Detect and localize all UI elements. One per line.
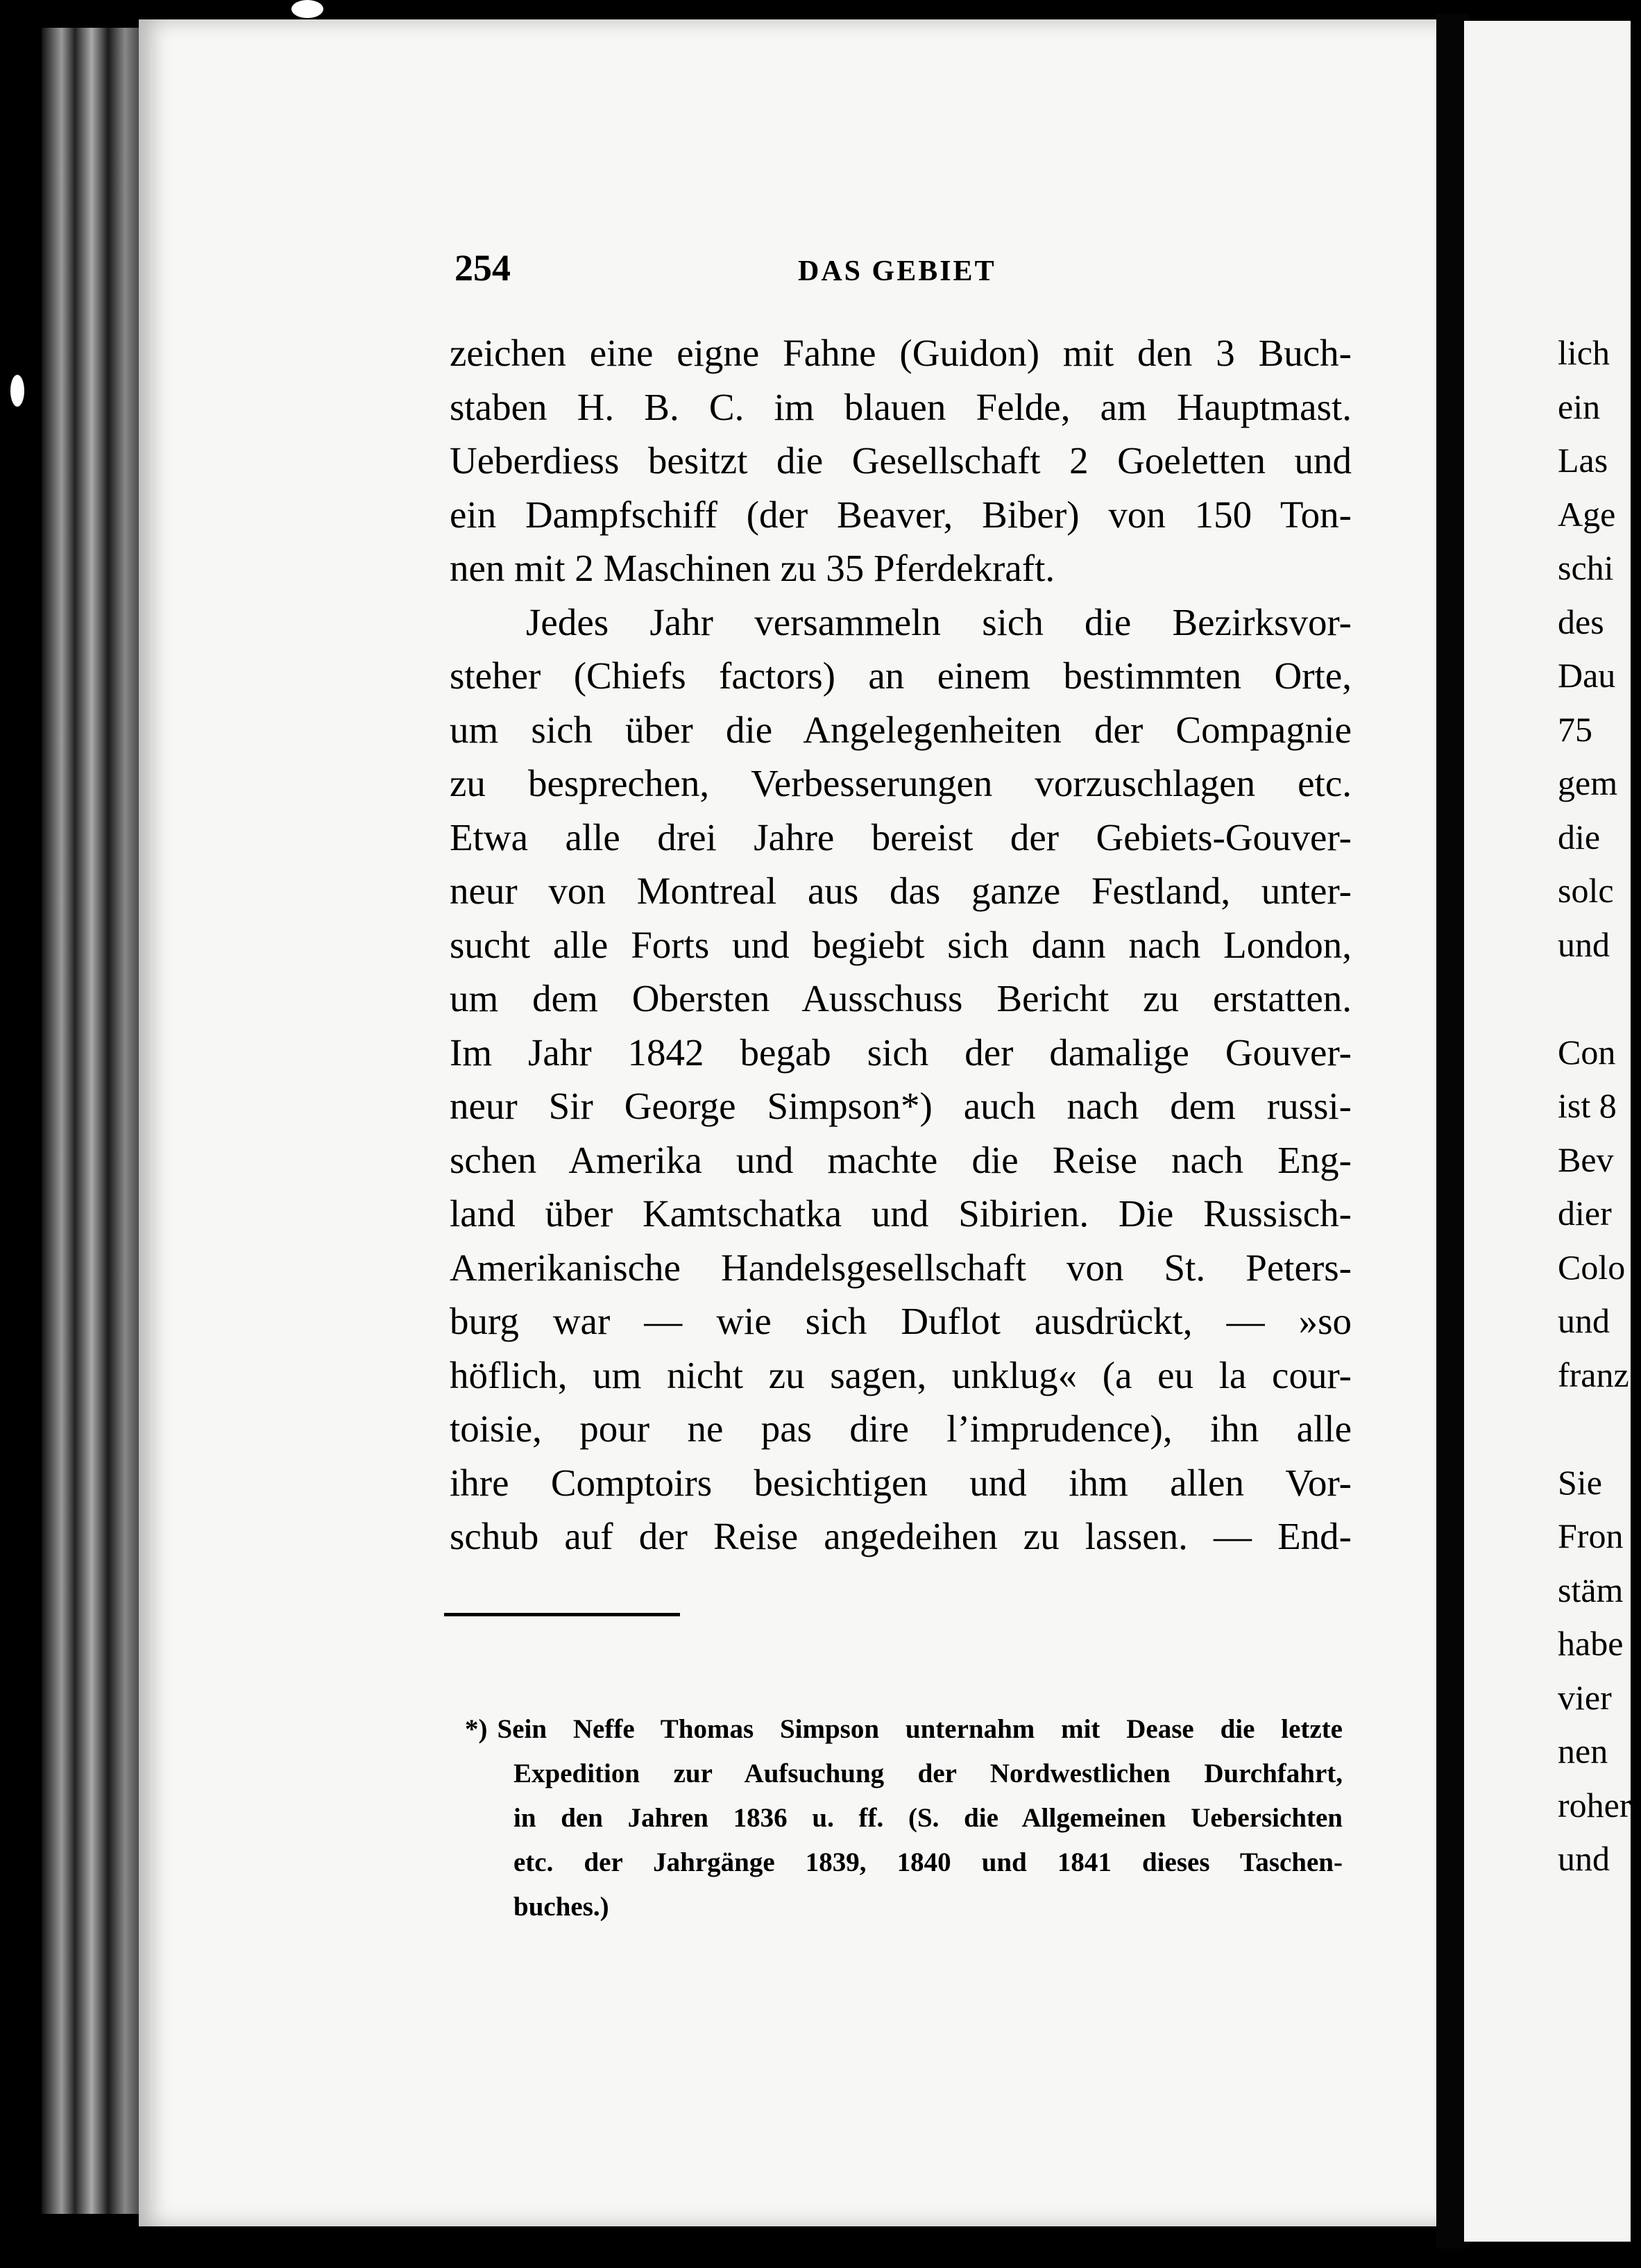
facing-line: und xyxy=(1558,924,1610,964)
footnote-line xyxy=(465,1707,1343,1752)
facing-line: habe xyxy=(1558,1624,1624,1663)
paper-speck xyxy=(291,0,323,18)
facing-line: Las xyxy=(1558,441,1608,480)
footnote-marker: *) xyxy=(465,1714,488,1744)
text-line: schub auf der Reise angedeihen zu lassen. — End- xyxy=(450,1515,1352,1557)
facing-line: Con xyxy=(1558,1032,1616,1072)
text-line: zu besprechen, Verbesserungen vorzuschlagen etc. xyxy=(450,762,1352,804)
text-line: Ueberdiess besitzt die Gesellschaft 2 Goeletten und xyxy=(450,439,1352,482)
text-line: ihre Comptoirs besichtigen und ihm allen Vor- xyxy=(450,1461,1352,1504)
page-number: 254 xyxy=(454,247,511,289)
facing-line: Bev xyxy=(1558,1140,1614,1179)
facing-line: Fron xyxy=(1558,1516,1624,1555)
facing-line: ist 8 xyxy=(1558,1086,1617,1125)
body-text xyxy=(450,326,1352,1564)
facing-line: franz xyxy=(1558,1355,1629,1394)
facing-line: lich xyxy=(1558,333,1610,372)
running-head: DAS GEBIET xyxy=(798,255,996,287)
text-line: Etwa alle drei Jahre bereist der Gebiets-Gouver- xyxy=(450,815,1352,858)
page-header xyxy=(454,246,1357,295)
facing-line: ein xyxy=(1558,387,1601,426)
facing-line: Sie xyxy=(1558,1462,1602,1502)
text-line: höflich, um nicht zu sagen, unklug« (a eu la cour- xyxy=(450,1353,1352,1396)
footnote-line: in den Jahren 1836 u. ff. (S. die Allgemeinen Uebersichten xyxy=(513,1803,1343,1833)
footnote-line: buches.) xyxy=(513,1892,609,1922)
facing-line: 75 xyxy=(1558,709,1592,749)
text-line: ein Dampfschiff (der Beaver, Biber) von 150 Ton- xyxy=(450,493,1352,536)
paper-speck xyxy=(10,375,24,407)
facing-line xyxy=(1558,972,1641,1026)
text-line: zeichen eine eigne Fahne (Guidon) mit den 3 Buch- xyxy=(450,332,1352,374)
text-line: schen Amerika und machte die Reise nach Eng- xyxy=(450,1138,1352,1181)
text-line: toisie, pour ne pas dire l’imprudence), ihn alle xyxy=(450,1407,1352,1450)
facing-line: und xyxy=(1558,1301,1610,1340)
facing-line: Age xyxy=(1558,494,1616,534)
text-line: burg war — wie sich Duflot ausdrückt, — »so xyxy=(450,1300,1352,1342)
facing-line: des xyxy=(1558,602,1604,641)
text-line: Amerikanische Handelsgesellschaft von St. Peters- xyxy=(450,1246,1352,1289)
text-line: neur Sir George Simpson*) auch nach dem russi- xyxy=(450,1085,1352,1127)
facing-line: und xyxy=(1558,1839,1610,1878)
facing-line: nen xyxy=(1558,1732,1608,1770)
facing-line: roher xyxy=(1558,1785,1631,1825)
footnote-line: Expedition zur Aufsuchung der Nordwestlichen Durchfahrt, xyxy=(513,1759,1343,1788)
footnote-text: Sein Neffe Thomas Simpson unternahm mit Dease die letzte xyxy=(497,1714,1343,1744)
footnote-line: etc. der Jahrgänge 1839, 1840 und 1841 dieses Taschen- xyxy=(513,1847,1343,1877)
text-line: nen mit 2 Maschinen zu 35 Pferdekraft. xyxy=(450,547,1055,589)
text-line: Im Jahr 1842 begab sich der damalige Gouver- xyxy=(450,1031,1352,1074)
text-line: neur von Montreal aus das ganze Festland, unter- xyxy=(450,870,1352,912)
footnote xyxy=(465,1707,1343,1929)
facing-line: solc xyxy=(1558,871,1614,910)
facing-line: gem xyxy=(1558,763,1618,802)
facing-line: schi xyxy=(1558,548,1614,587)
text-line: steher (Chiefs factors) an einem bestimmten Orte, xyxy=(450,654,1352,697)
book-spine-edge xyxy=(42,28,153,2214)
facing-line: die xyxy=(1558,817,1601,856)
text-line: land über Kamtschatka und Sibirien. Die Russisch- xyxy=(450,1192,1352,1235)
text-line: um dem Obersten Ausschuss Bericht zu erstatten. xyxy=(450,977,1352,1019)
text-line: um sich über die Angelegenheiten der Compagnie xyxy=(450,708,1352,751)
text-line: staben H. B. C. im blauen Felde, am Hauptmast. xyxy=(450,385,1352,428)
facing-line: stäm xyxy=(1558,1570,1624,1609)
text-line: Jedes Jahr versammeln sich die Bezirksvor- xyxy=(526,600,1352,643)
facing-line: dier xyxy=(1558,1194,1612,1233)
text-line: sucht alle Forts und begiebt sich dann nach London, xyxy=(450,923,1352,966)
footnote-rule xyxy=(444,1613,680,1616)
facing-page-text xyxy=(1558,326,1641,1886)
facing-line: Colo xyxy=(1558,1247,1626,1287)
facing-line: Dau xyxy=(1558,656,1616,695)
facing-line: vier xyxy=(1558,1677,1612,1717)
facing-line xyxy=(1558,1402,1641,1456)
